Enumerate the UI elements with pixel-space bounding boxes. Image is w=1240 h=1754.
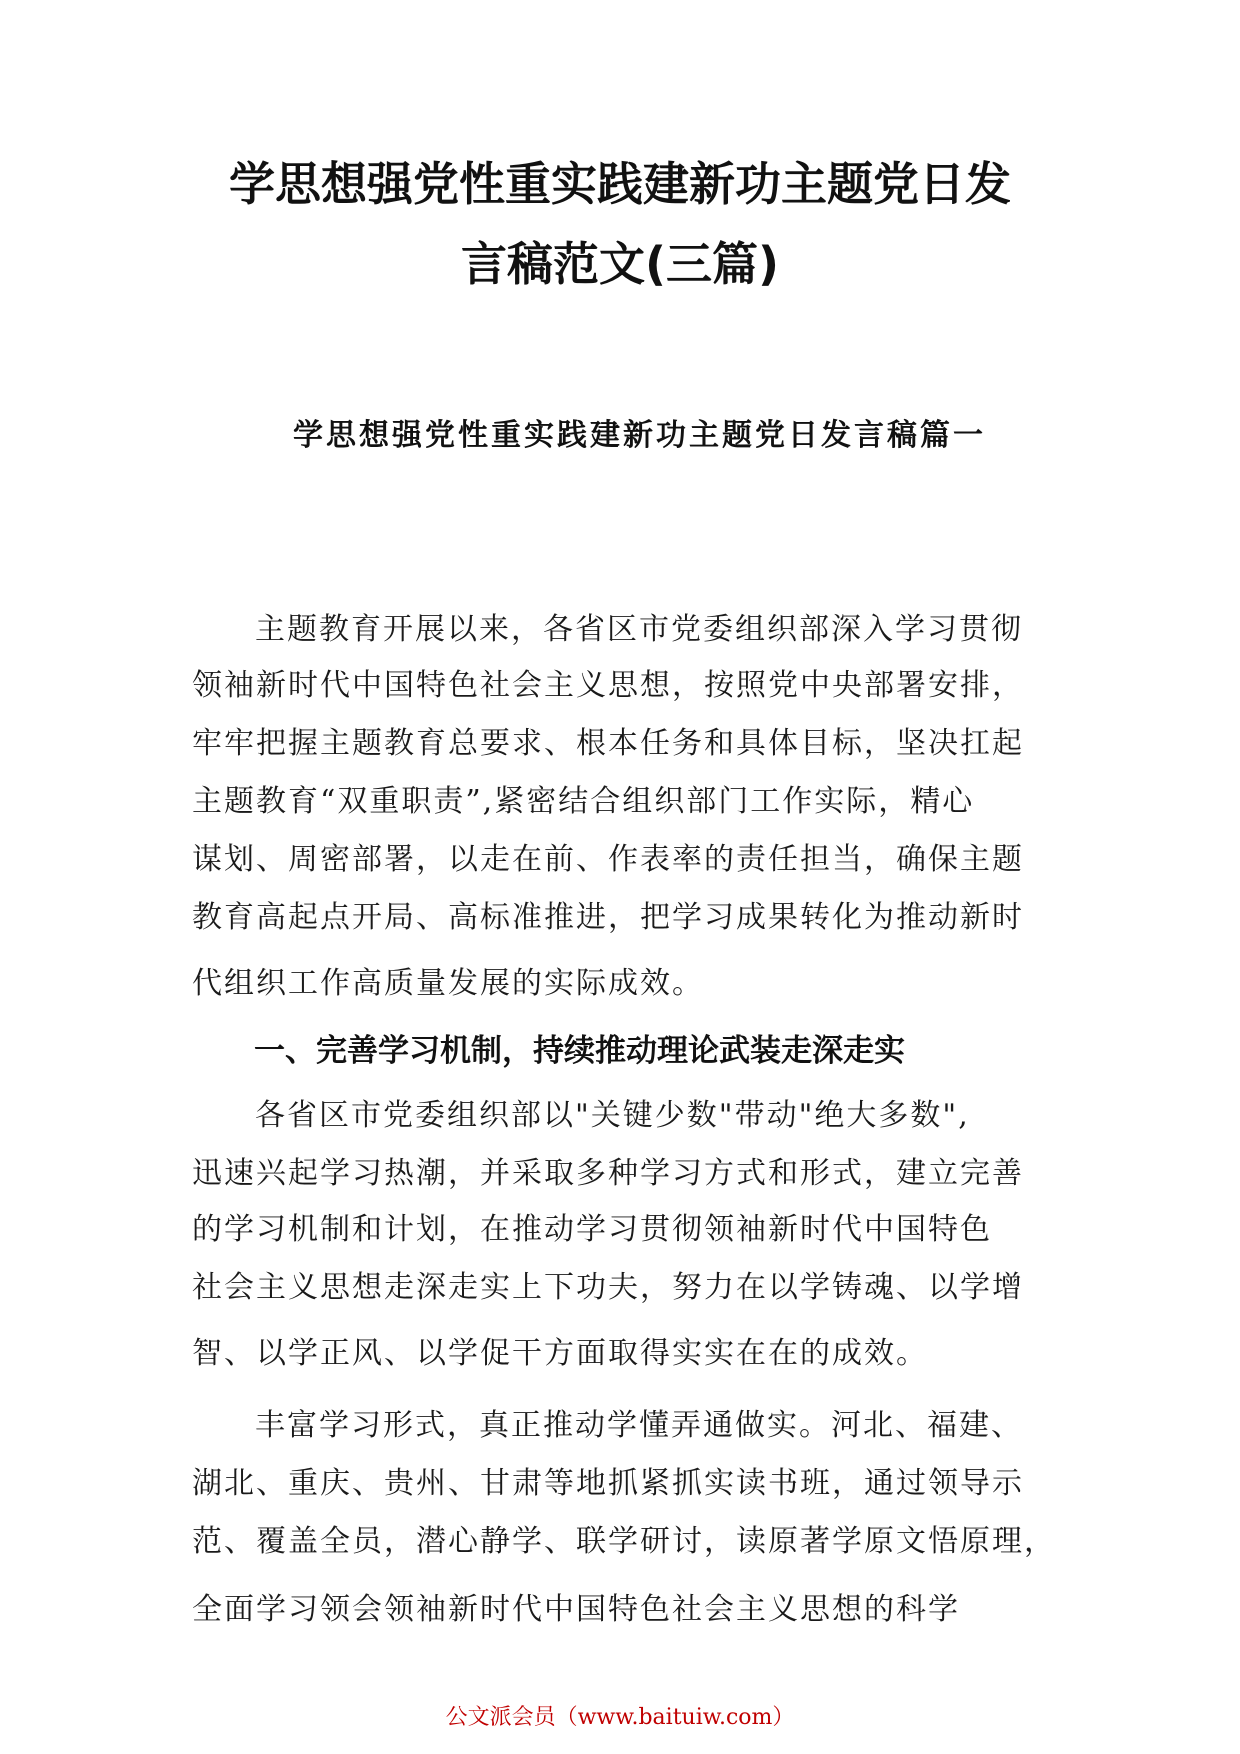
paragraph-1-line: 代组织工作高质量发展的实际成效。	[192, 966, 704, 1001]
document-title-line-2: 言稿范文(三篇)	[460, 237, 780, 291]
document-title-line-1: 学思想强党性重实践建新功主题党日发	[229, 157, 1011, 211]
paragraph-1-line: 教育高起点开局、高标准推进，把学习成果转化为推动新时	[192, 900, 1024, 935]
paragraph-2-line: 社会主义思想走深走实上下功夫，努力在以学铸魂、以学增	[192, 1270, 1024, 1305]
paragraph-1-line: 主题教育“双重职责”,紧密结合组织部门工作实际，精心	[192, 784, 975, 819]
footer-watermark-link[interactable]: 公文派会员（www.baituiw.com）	[445, 1705, 795, 1730]
paragraph-1-line: 主题教育开展以来，各省区市党委组织部深入学习贯彻	[255, 612, 1023, 647]
paragraph-2-line: 智、以学正风、以学促干方面取得实实在在的成效。	[192, 1336, 928, 1371]
section-heading-1: 一、完善学习机制，持续推动理论武装走深走实	[254, 1033, 905, 1069]
paragraph-3-line: 丰富学习形式，真正推动学懂弄通做实。河北、福建、	[255, 1408, 1023, 1443]
paragraph-3-line: 范、覆盖全员，潜心静学、联学研讨，读原著学原文悟原理，	[192, 1524, 1056, 1559]
paragraph-1-line: 领袖新时代中国特色社会主义思想，按照党中央部署安排，	[192, 668, 1024, 703]
paragraph-2-line: 的学习机制和计划，在推动学习贯彻领袖新时代中国特色	[192, 1212, 992, 1247]
paragraph-3-line: 全面学习领会领袖新时代中国特色社会主义思想的科学	[192, 1592, 960, 1627]
paragraph-3-line: 湖北、重庆、贵州、甘肃等地抓紧抓实读书班，通过领导示	[192, 1466, 1024, 1501]
paragraph-2-line: 各省区市党委组织部以"关键少数"带动"绝大多数",	[255, 1098, 970, 1133]
paragraph-1-line: 牢牢把握主题教育总要求、根本任务和具体目标，坚决扛起	[192, 726, 1024, 761]
paragraph-2-line: 迅速兴起学习热潮，并采取多种学习方式和形式，建立完善	[192, 1156, 1024, 1191]
section-subtitle: 学思想强党性重实践建新功主题党日发言稿篇一	[293, 418, 986, 453]
paragraph-1-line: 谋划、周密部署，以走在前、作表率的责任担当，确保主题	[192, 842, 1024, 877]
